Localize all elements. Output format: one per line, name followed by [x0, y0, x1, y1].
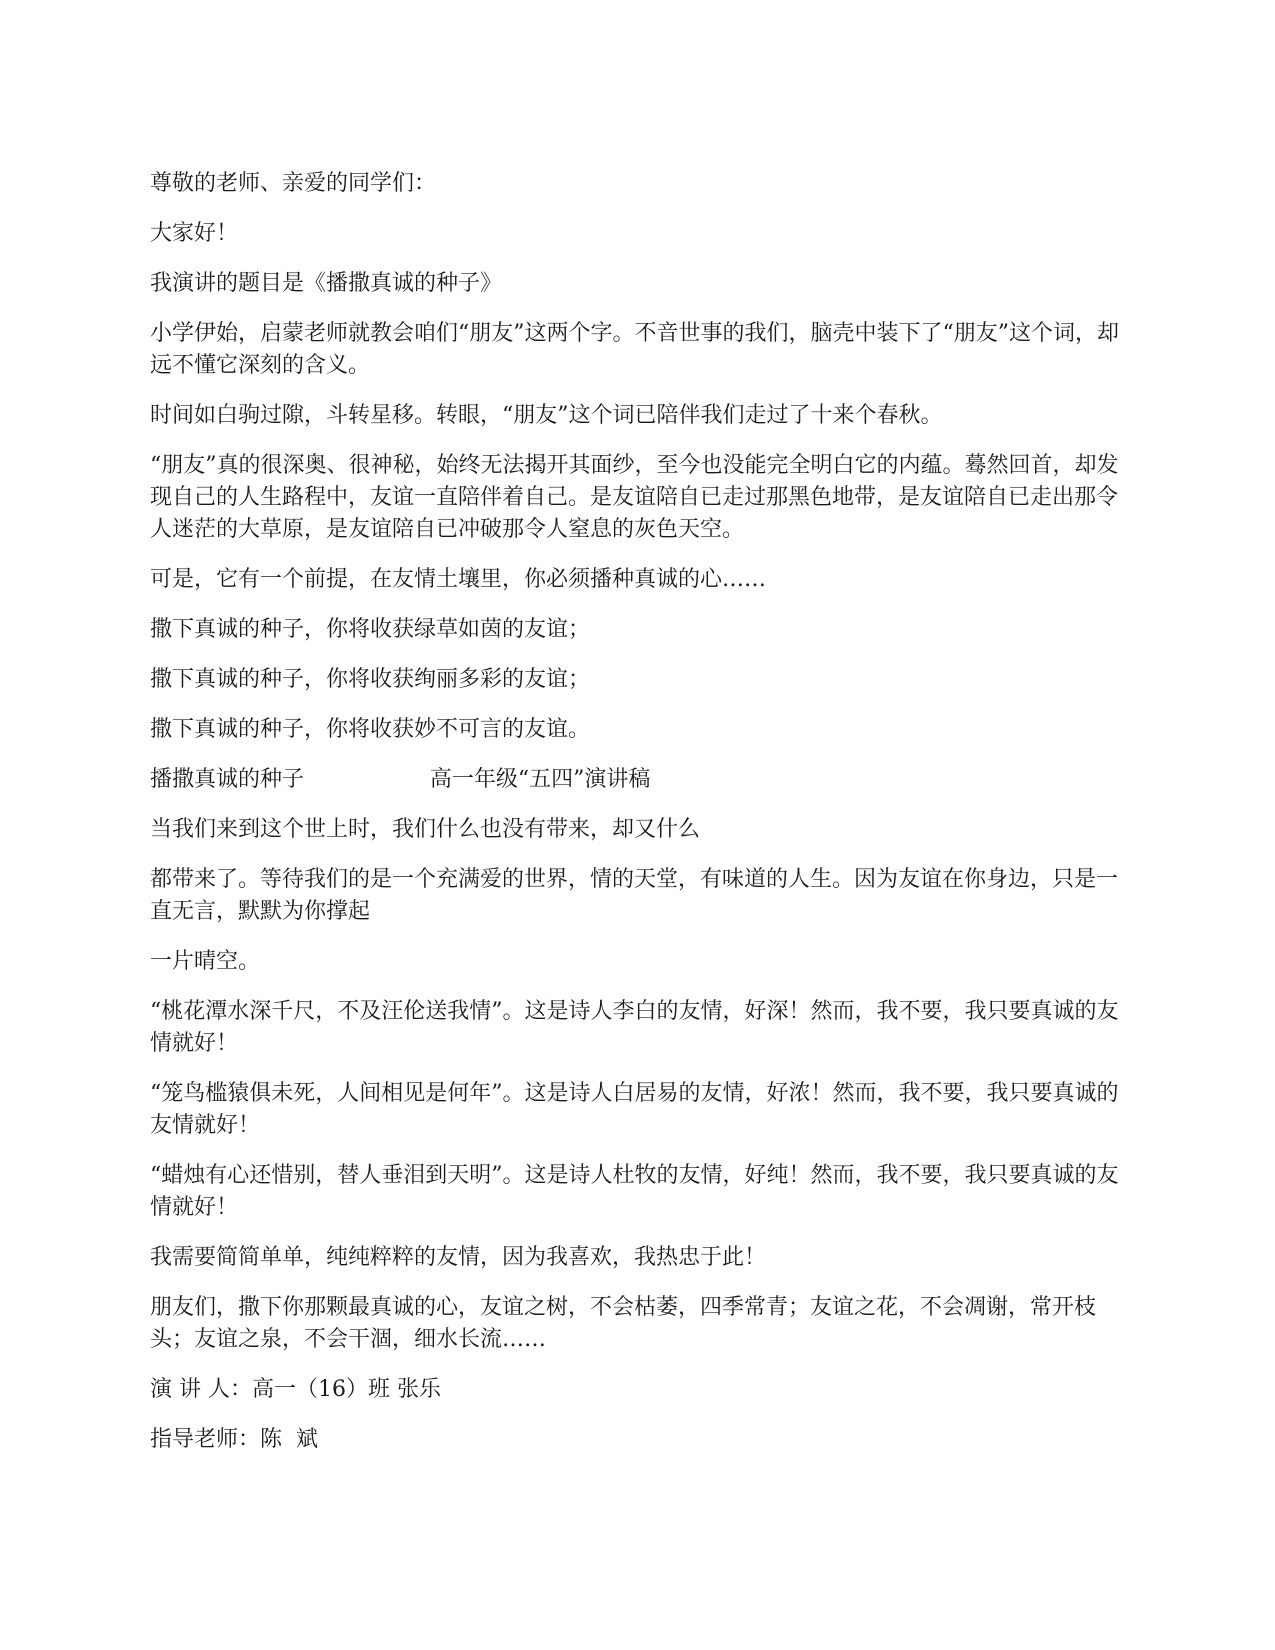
- paragraph-sow-2: 撒下真诚的种子，你将收获绚丽多彩的友谊；: [150, 667, 591, 692]
- paragraph-baijuyi: “笼鸟槛猿俱未死，人间相见是何年”。这是诗人白居易的友情，好浓！然而，我不要，我只要真诚的友情就好！: [150, 1081, 1119, 1138]
- speech-title-line: 播撒真诚的种子 高一年级“五四”演讲稿: [150, 767, 651, 792]
- document-page: [150, 168, 1125, 1474]
- paragraph-dumu: “蜡烛有心还惜别，替人垂泪到天明”。这是诗人杜牧的友情，好纯！然而，我不要，我只要真诚的友情就好！: [150, 1163, 1119, 1220]
- paragraph-sow-1: 撒下真诚的种子，你将收获绿草如茵的友谊；: [150, 617, 591, 642]
- paragraph-friendship-meaning: “朋友”真的很深奥、很神秘，始终无法揭开其面纱，至今也没能完全明白它的内蕴。蓦然回首，却发现自己的人生路程中，友谊一直陪伴着自己。是友谊陪自已走过那黑色地带，是友谊陪自已走出那令人迷茫的大草原，是友谊陪自已冲破那令人窒息的灰色天空。: [150, 453, 1119, 542]
- greeting: 大家好！: [150, 221, 239, 246]
- paragraph-time: 时间如白驹过隙，斗转星移。转眼，“朋友”这个词已陪伴我们走过了十来个春秋。: [150, 403, 943, 428]
- speech-topic: 我演讲的题目是《播撒真诚的种子》: [150, 271, 503, 296]
- paragraph-sow-3: 撒下真诚的种子，你将收获妙不可言的友谊。: [150, 717, 591, 742]
- salutation: 尊敬的老师、亲爱的同学们：: [150, 171, 437, 196]
- paragraph-arrival: 当我们来到这个世上时，我们什么也没有带来，却又什么: [150, 817, 701, 842]
- paragraph-childhood: 小学伊始，启蒙老师就教会咱们“朋友”这两个字。不音世事的我们，脑壳中装下了“朋友”这个词，却远不懂它深刻的含义。: [150, 321, 1119, 378]
- paragraph-premise: 可是，它有一个前提，在友情土壤里，你必须播种真诚的心……: [150, 567, 767, 592]
- paragraph-libai: “桃花潭水深千尺，不及汪伦送我情”。这是诗人李白的友情，好深！然而，我不要，我只要真诚的友情就好！: [150, 999, 1119, 1056]
- paragraph-closing: 朋友们，撒下你那颗最真诚的心，友谊之树，不会枯萎，四季常青；友谊之花，不会凋谢，常开枝头；友谊之泉，不会干涸，细水长流……: [150, 1295, 1097, 1352]
- paragraph-world: 都带来了。等待我们的是一个充满爱的世界，情的天堂，有味道的人生。因为友谊在你身边，只是一直无言，默默为你撑起: [150, 867, 1119, 924]
- advisor-line: 指导老师：陈 斌: [150, 1427, 318, 1452]
- paragraph-sky: 一片晴空。: [150, 949, 261, 974]
- speaker-line: 演 讲 人：高一（16）班 张乐: [150, 1377, 441, 1402]
- paragraph-simple-friendship: 我需要简简单单，纯纯粹粹的友情，因为我喜欢，我热忠于此！: [150, 1245, 767, 1270]
